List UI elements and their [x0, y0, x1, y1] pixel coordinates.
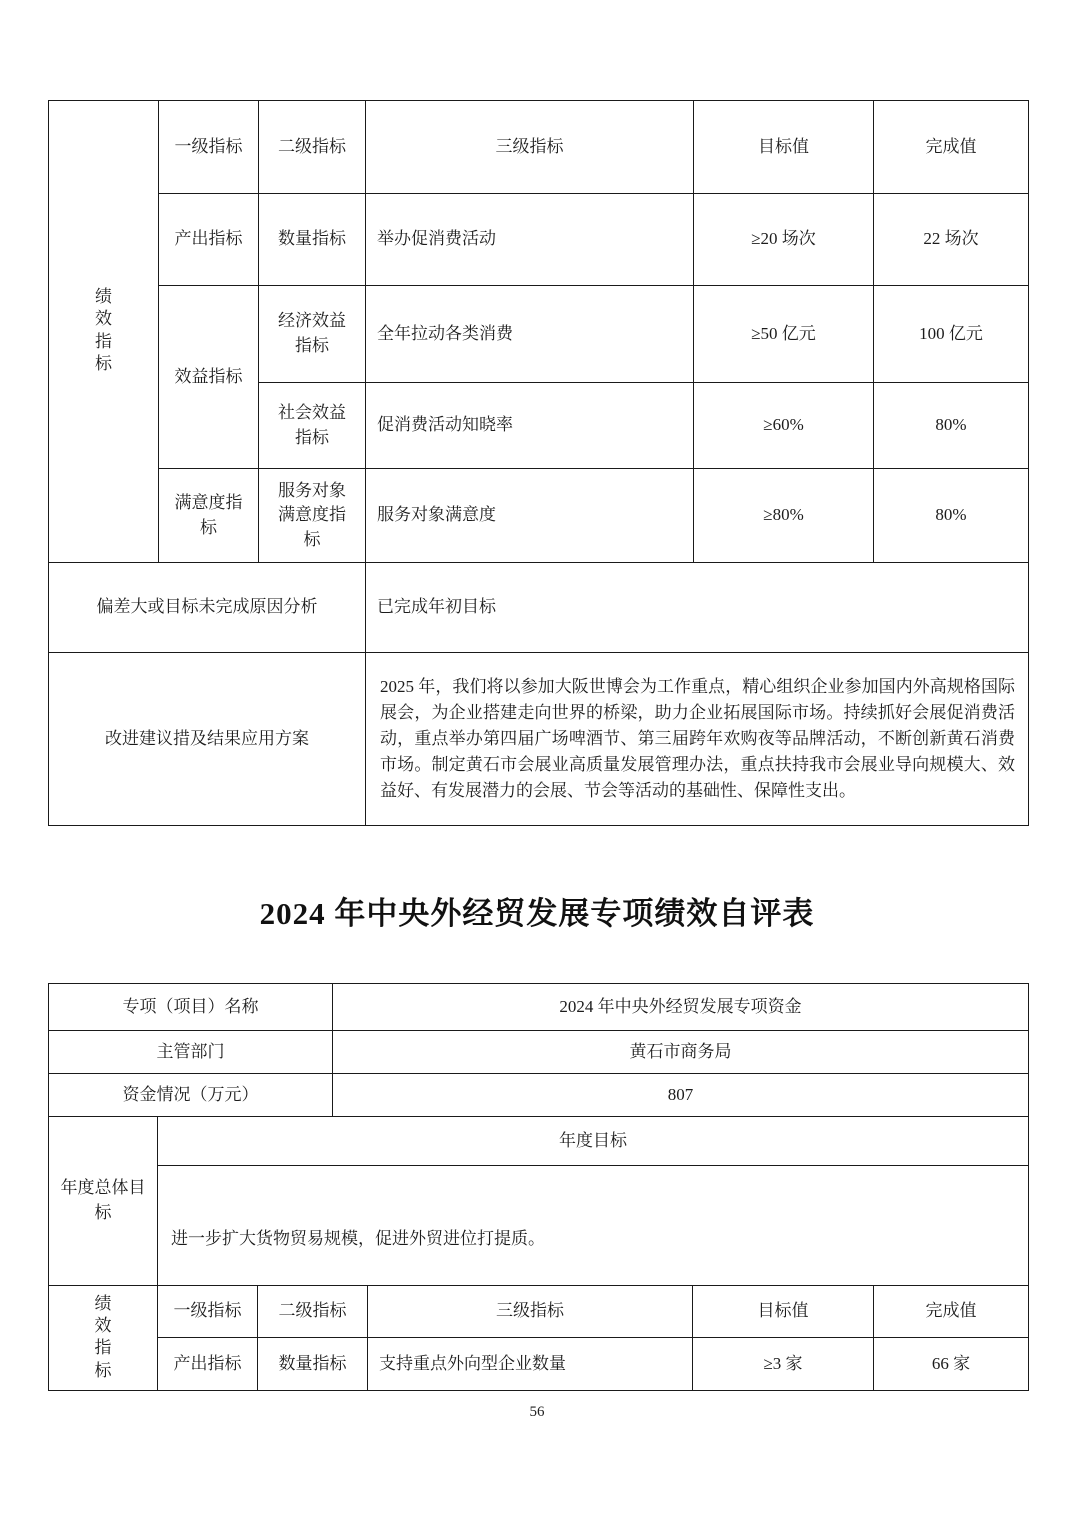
indicator-group-label: 绩效指标: [94, 1293, 112, 1380]
annual-goal-value: 进一步扩大货物贸易规模，促进外贸进位打提质。: [158, 1166, 1029, 1286]
table-row: [49, 984, 1029, 1031]
performance-indicators-table: [48, 100, 1029, 826]
improvement-plan-label: 改进建议措及结果应用方案: [49, 653, 366, 826]
annual-overall-goal-label: 年度总体目标: [49, 1117, 158, 1286]
funding-label: 资金情况（万元）: [49, 1074, 333, 1117]
table-row: [49, 1286, 1029, 1338]
deviation-analysis-label: 偏差大或目标未完成原因分析: [49, 563, 366, 653]
level2-cell: 服务对象满意度指标: [259, 469, 366, 563]
table-row: [49, 286, 1029, 383]
completed-value-cell: 80%: [874, 469, 1029, 563]
table-row: [49, 469, 1029, 563]
level2-cell: 数量指标: [259, 194, 366, 286]
completed-value-cell: 100 亿元: [874, 286, 1029, 383]
department-value: 黄石市商务局: [333, 1031, 1029, 1074]
level3-cell: 举办促消费活动: [366, 194, 694, 286]
target-value-cell: ≥3 家: [693, 1338, 874, 1391]
level2-cell: 社会效益指标: [259, 383, 366, 469]
header-completed: 完成值: [874, 1286, 1029, 1338]
level1-cell: 满意度指标: [159, 469, 259, 563]
annual-goal-header: 年度目标: [158, 1117, 1029, 1166]
level2-cell: 经济效益指标: [259, 286, 366, 383]
header-level2: 二级指标: [259, 101, 366, 194]
level1-cell: 产出指标: [159, 194, 259, 286]
target-value-cell: ≥50 亿元: [694, 286, 874, 383]
header-target: 目标值: [694, 101, 874, 194]
level1-cell: 产出指标: [158, 1338, 258, 1391]
header-level2: 二级指标: [258, 1286, 368, 1338]
header-level1: 一级指标: [159, 101, 259, 194]
level3-cell: 全年拉动各类消费: [366, 286, 694, 383]
indicator-group-label-cell: [49, 101, 159, 563]
header-target: 目标值: [693, 1286, 874, 1338]
table-row: [49, 101, 1029, 194]
level3-cell: 支持重点外向型企业数量: [368, 1338, 693, 1391]
self-evaluation-table: [48, 983, 1029, 1391]
project-name-value: 2024 年中央外经贸发展专项资金: [333, 984, 1029, 1031]
target-value-cell: ≥20 场次: [694, 194, 874, 286]
header-completed: 完成值: [874, 101, 1029, 194]
table-row: [49, 1074, 1029, 1117]
project-name-label: 专项（项目）名称: [49, 984, 333, 1031]
indicator-group-label: 绩效指标: [94, 287, 112, 374]
indicator-group-label-cell: [49, 1286, 158, 1391]
level2-cell: 数量指标: [258, 1338, 368, 1391]
level3-cell: 促消费活动知晓率: [366, 383, 694, 469]
level1-cell: 效益指标: [159, 286, 259, 469]
improvement-plan-value: 2025 年，我们将以参加大阪世博会为工作重点，精心组织企业参加国内外高规格国际展会，为企业搭建走向世界的桥梁，助力企业拓展国际市场。持续抓好会展促消费活动，重点举办第四届广场啤酒节、第三届跨年欢购夜等品牌活动，不断创新黄石消费市场。制定黄石市会展业高质量发展管理办法，重点扶持我市会展业导向规模大、效益好、有发展潜力的会展、节会等活动的基础性、保障性支出。: [366, 653, 1029, 826]
deviation-analysis-value: 已完成年初目标: [366, 563, 1029, 653]
completed-value-cell: 80%: [874, 383, 1029, 469]
target-value-cell: ≥80%: [694, 469, 874, 563]
page-title: 2024 年中央外经贸发展专项绩效自评表: [259, 896, 815, 931]
table-row: [49, 1117, 1029, 1166]
table-row: [49, 194, 1029, 286]
target-value-cell: ≥60%: [694, 383, 874, 469]
completed-value-cell: 22 场次: [874, 194, 1029, 286]
header-level1: 一级指标: [158, 1286, 258, 1338]
level3-cell: 服务对象满意度: [366, 469, 694, 563]
completed-value-cell: 66 家: [874, 1338, 1029, 1391]
table-row: [49, 1338, 1029, 1391]
header-level3: 三级指标: [368, 1286, 693, 1338]
table-row: [49, 1166, 1029, 1286]
department-label: 主管部门: [49, 1031, 333, 1074]
funding-value: 807: [333, 1074, 1029, 1117]
page-number: 56: [529, 1404, 545, 1420]
header-level3: 三级指标: [366, 101, 694, 194]
table-row: [49, 563, 1029, 653]
table-row: [49, 653, 1029, 826]
table-row: [49, 1031, 1029, 1074]
